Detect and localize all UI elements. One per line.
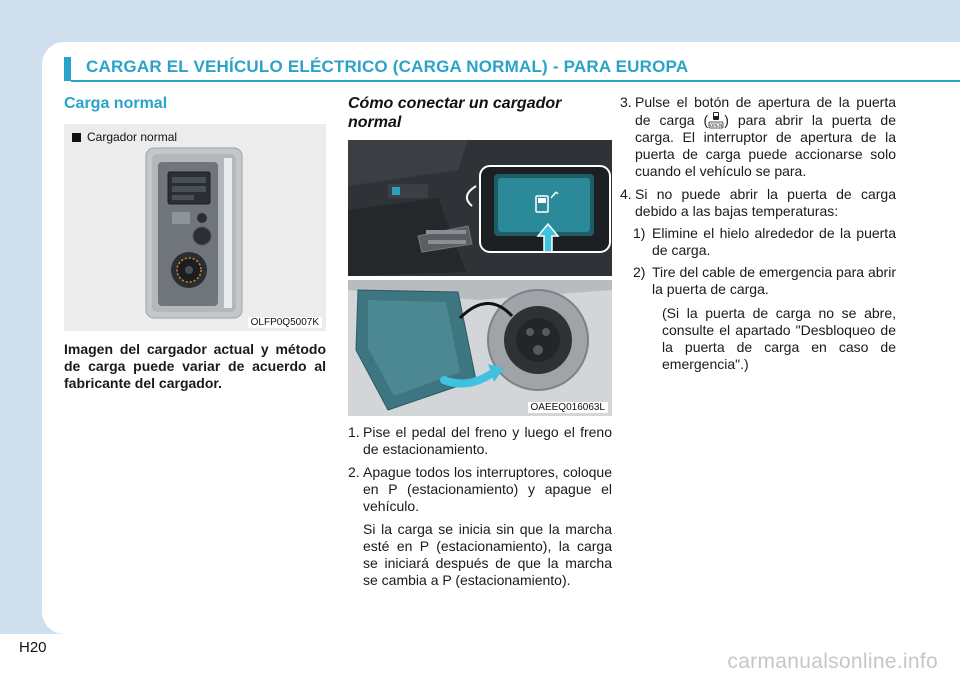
charge-door-open-icon [708,111,724,129]
heading-how-to-connect: Cómo conectar un cargador normal [348,95,562,131]
emergency-unlock-note: (Si la puerta de carga no se abre, consulte el apartado "Desbloqueo de la puerta de carga en caso de emergencia".) [662,305,896,372]
sub-step-2: 2) Tire del cable de emergencia para abrir la puerta de carga. [633,264,896,297]
column-steps-continued [620,94,896,373]
section-title: CARGAR EL VEHÍCULO ELÉCTRICO (CARGA NORMAL) - PARA EUROPA [86,57,689,76]
charger-disclaimer: Imagen del cargador actual y método de carga puede variar de acuerdo al fabricante del cargador. [64,341,326,391]
svg-text:OPEN: OPEN [709,124,723,129]
steps-list-first [348,424,612,589]
step-3: 3. Pulse el botón de apertura de la puerta de carga ( OPEN ) para abrir la puerta de carga. El interruptor de apertura de la puerta de carga puede accionarse solo cuando el vehículo se para. [620,94,896,179]
page-number: H20 [19,639,47,656]
charge-door-illustration [348,140,612,416]
column-how-to-connect [348,94,612,589]
charger-illustration [64,124,326,331]
step-1: 1. Pise el pedal del freno y luego el freno de estacionamiento. [348,424,612,457]
figure-charge-door [348,140,612,416]
column-normal-charging [64,94,326,392]
figure-caption: Cargador normal [72,130,177,144]
step-2-note: Si la carga se inicia sin que la marcha esté en P (estacionamiento), la carga se iniciará después de que la marcha se cambia a P (estacionamiento). [363,521,612,588]
sub-step-1: 1) Elimine el hielo alrededor de la puerta de carga. [633,225,896,258]
heading-normal-charging: Carga normal [64,95,168,112]
step-4: 4. Si no puede abrir la puerta de carga debido a las bajas temperaturas: [620,186,896,219]
title-accent-bar [64,57,71,81]
step-2: 2. Apague todos los interruptores, coloque en P (estacionamiento) y apague el vehículo. [348,464,612,514]
title-underline [71,80,960,82]
figure-code: OAEEQ016063L [528,402,609,413]
watermark: carmanualsonline.info [727,650,938,673]
steps-list-second [620,94,896,373]
figure-code: OLFP0Q5007K [248,317,322,328]
figure-normal-charger [64,124,326,331]
section-title-bar [64,54,960,84]
